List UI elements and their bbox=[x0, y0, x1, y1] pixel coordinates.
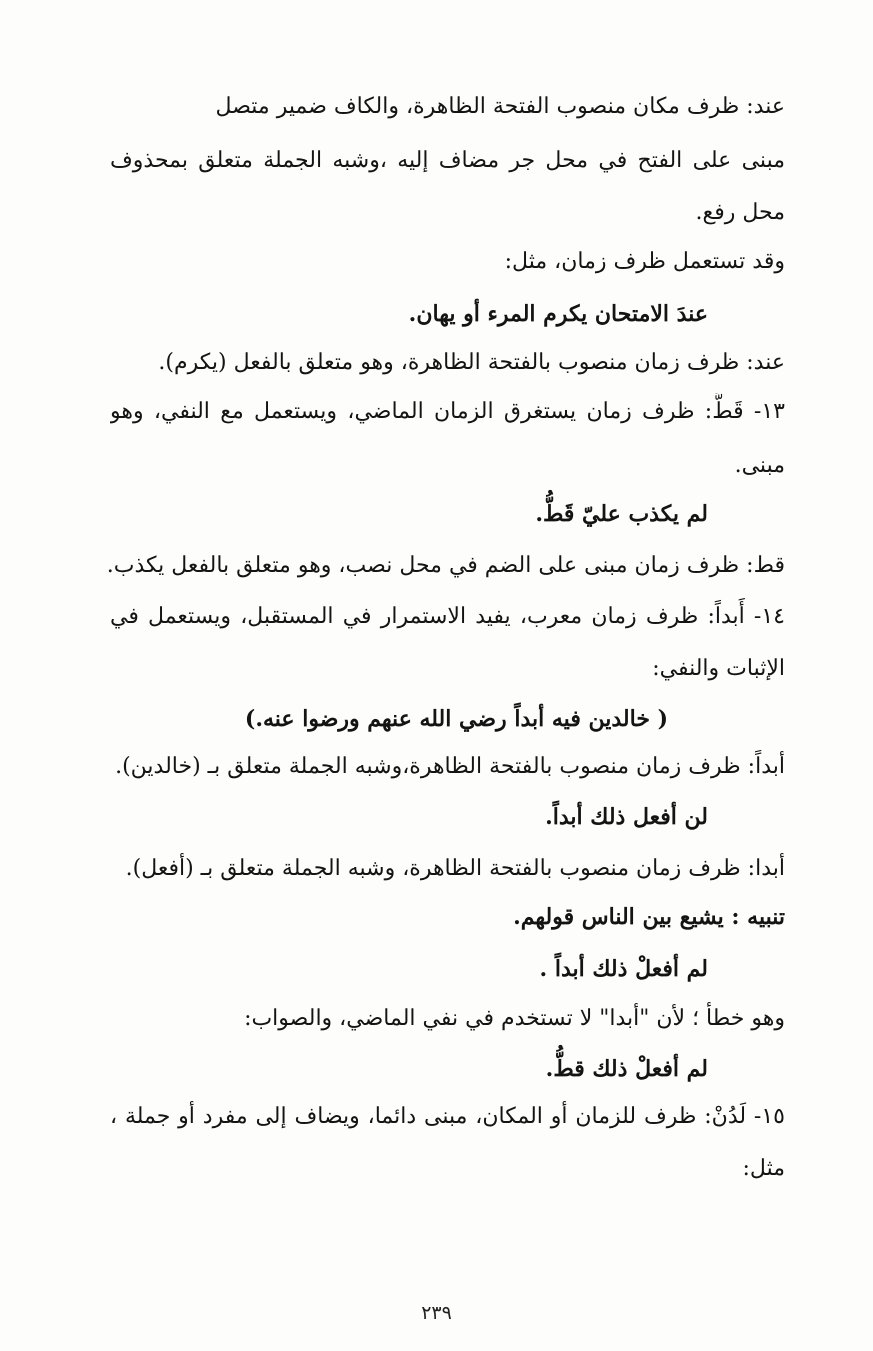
example-line: لم يكذب عليّ قَطُّ. bbox=[535, 501, 708, 527]
example-line: ( خالدين فيه أبداً رضي الله عنهم ورضوا عنه.) bbox=[244, 706, 668, 732]
text-line: ١٤- أَبداً: ظرف زمان معرب، يفيد الاستمرار في المستقبل، ويستعمل في bbox=[110, 604, 785, 629]
text-line: مثل: bbox=[742, 1156, 785, 1181]
text-line: وهو خطأ ؛ لأن "أبدا" لا تستخدم في نفي الماضي، والصواب: bbox=[244, 1006, 785, 1031]
text-line: قط: ظرف زمان مبنى على الضم في محل نصب، وهو متعلق بالفعل يكذب. bbox=[106, 553, 785, 578]
text-line: الإثبات والنفي: bbox=[652, 656, 785, 681]
text-line: عند: ظرف زمان منصوب بالفتحة الظاهرة، وهو متعلق بالفعل (يكرم). bbox=[158, 350, 785, 375]
example-line: لم أفعلْ ذلك قطُّ. bbox=[545, 1056, 708, 1082]
text-line: محل رفع. bbox=[695, 200, 785, 225]
text-line: وقد تستعمل ظرف زمان، مثل: bbox=[504, 249, 785, 274]
note-line: تنبيه : يشيع بين الناس قولهم. bbox=[513, 904, 785, 930]
example-line: عندَ الامتحان يكرم المرء أو يهان. bbox=[408, 301, 708, 327]
example-line: لم أفعلْ ذلك أبداً . bbox=[539, 956, 708, 982]
text-line: ١٥- لَدُنْ: ظرف للزمان أو المكان، مبنى دائما، ويضاف إلى مفرد أو جملة ، bbox=[110, 1104, 785, 1129]
text-line: أبدا: ظرف زمان منصوب بالفتحة الظاهرة، وشبه الجملة متعلق بـ (أفعل). bbox=[125, 856, 785, 881]
text-line: مبنى. bbox=[734, 453, 785, 478]
text-line: مبنى على الفتح في محل جر مضاف إليه ،وشبه الجملة متعلق بمحذوف bbox=[110, 148, 785, 173]
text-line: أبداً: ظرف زمان منصوب بالفتحة الظاهرة،وشبه الجملة متعلق بـ (خالدين). bbox=[115, 754, 785, 779]
example-line: لن أفعل ذلك أبداً. bbox=[545, 804, 708, 830]
page-number: ٢٣٩ bbox=[421, 1302, 452, 1324]
text-line: عند: ظرف مكان منصوب الفتحة الظاهرة، والكاف ضمير متصل bbox=[215, 94, 785, 119]
text-line: ١٣- قَطُّ: ظرف زمان يستغرق الزمان الماضي، ويستعمل مع النفي، وهو bbox=[110, 399, 785, 424]
